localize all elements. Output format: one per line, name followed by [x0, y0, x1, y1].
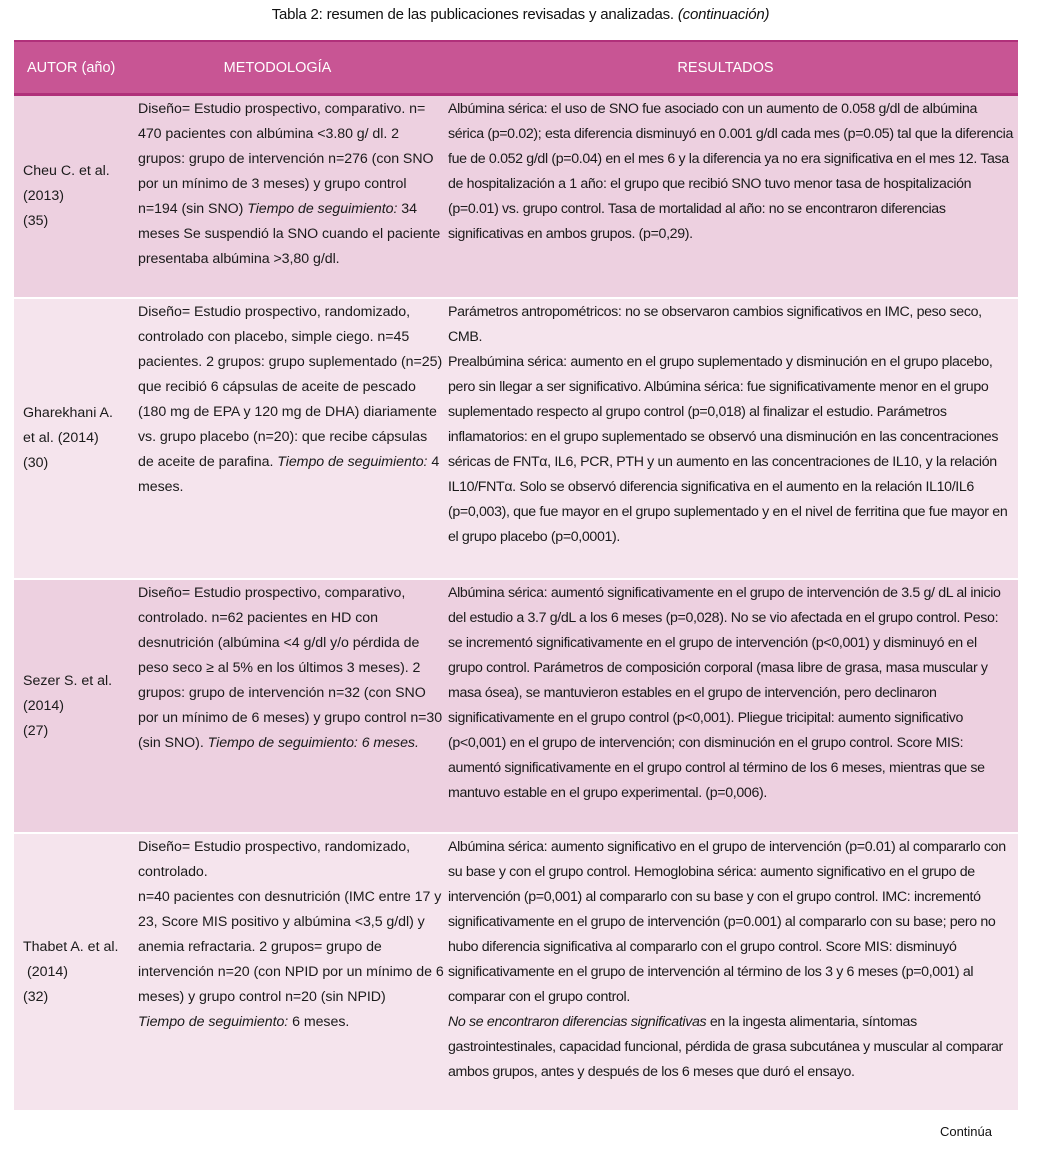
metodologia-followup-label: Tiempo de seguimiento:: [138, 1014, 289, 1030]
cell-metodologia: [137, 580, 448, 832]
resultados-text: Parámetros antropométricos: no se observaron cambios significativos en IMC, peso seco, CMB.: [448, 304, 982, 345]
resultados-note-text: en la ingesta alimentaria, síntomas gastrointestinales, capacidad funcional, pérdida de grasa subcutánea y muscular al comparar ambos grupos, antes y después de los 6 meses que duró el ensayo.: [448, 1014, 1003, 1080]
autor-ref: (27): [23, 722, 49, 739]
cell-autor: [14, 834, 137, 1110]
table-row: [14, 299, 1018, 580]
cell-metodologia: [137, 299, 448, 578]
cell-autor: [14, 580, 137, 832]
cell-metodologia: [137, 834, 448, 1110]
table-row: [14, 834, 1018, 1110]
resultados-text-2: Prealbúmina sérica: aumento en el grupo suplementado y disminución en el grupo placebo, pero sin llegar a ser significativo. Albúmina sérica: fue significativamente menor en el grupo suplementado respecto al grupo control (p=0,018) al finalizar el estudio. Parámetros inflamatorios: en el grupo suplementado se observó una disminución en las concentraciones séricas de FNTα, IL6, PCR, PTH y un aumento en las concentraciones de IL10, y la relación IL10/FNTα. Solo se observó diferencia significativa en el aumento en la relación IL10/IL6 (p=0,003), que fue mayor en el grupo suplementado y en el nivel de ferritina que fue mayor en el grupo placebo (p=0,0001).: [448, 354, 1008, 545]
autor-ref: (30): [23, 455, 49, 471]
autor-name: Thabet A. et al.: [23, 938, 119, 955]
autor-name: Sezer S. et al.: [23, 672, 113, 689]
metodologia-followup: [138, 1010, 444, 1035]
table-row: [14, 96, 1018, 299]
cell-autor: [14, 96, 137, 297]
metodologia-text-2: 4 meses.: [138, 454, 440, 495]
header-metodologia: METODOLOGÍA: [223, 59, 332, 76]
resultados-text: Albúmina sérica: aumento significativo en el grupo de intervención (p=0.01) al compararlo con su base y con el grupo control. Hemoglobina sérica: aumento significativo en el grupo de intervención (p=0,001) al compararlo con su base y con el grupo control. IMC: incrementó significativamente en el grupo de intervención (p=0.001) al compararlo con su base; pero no hubo diferencia significativa al compararlo con el grupo control. Score MIS: disminuyó significativamente en el grupo de intervención al término de los 3 y 6 meses (p=0,001) al comparar con el grupo control.: [448, 839, 1006, 1005]
autor-year: (2014): [27, 963, 69, 980]
resultados-note: [448, 1010, 1014, 1085]
cell-resultados: [448, 299, 1018, 578]
table-caption: [0, 6, 1041, 23]
metodologia-text: Diseño= Estudio prospectivo, randomizado, controlado con placebo, simple ciego. n=45 pacientes. 2 grupos: grupo suplementado (n=25) que recibió 6 cápsulas de aceite de pescado (180 mg de EPA y 120 mg de DHA) diariamente vs. grupo placebo (n=20): que recibe cápsulas de aceite de parafina.: [138, 304, 443, 470]
cell-resultados: [448, 580, 1018, 832]
cell-resultados: [448, 834, 1018, 1110]
metodologia-text: n=40 pacientes con desnutrición (IMC entre 17 y 23, Score MIS positivo y albúmina <3,5 g/dl) y anemia refractaria. 2 grupos= grupo de intervención n=20 (con NPID por un mínimo de 6 meses) y grupo control n=20 (sin NPID): [138, 889, 444, 1005]
autor-ref: (32): [23, 988, 49, 1005]
metodologia-followup-label: Tiempo de seguimiento:: [247, 201, 398, 217]
autor-year: (2014): [23, 697, 65, 714]
metodologia-followup-value: 6 meses.: [288, 1014, 350, 1030]
cell-metodologia: [137, 96, 448, 297]
caption-continuation: (continuación): [677, 6, 770, 23]
autor-name: Cheu C. et al.: [23, 163, 110, 179]
resultados-text: Albúmina sérica: aumentó significativamente en el grupo de intervención de 3.5 g/ dL al inicio del estudio a 3.7 g/dL a los 6 meses (p=0,028). No se vio afectada en el grupo control. Peso: se incrementó significativamente en el grupo de intervención (p<0,001) y disminuyó en el grupo control. Parámetros de composición corporal (masa libre de grasa, masa muscular y masa ósea), se mantuvieron estables en el grupo de intervención, pero declinaron significativamente en el grupo control (p<0,001). Pliegue tricipital: aumento significativo (p<0,001) en el grupo de intervención; con disminución en el grupo control. Score MIS: aumentó significativamente en el grupo control al término de los 6 meses, mientras que se mantuvo estable en el grupo experimental. (p=0,006).: [448, 585, 1001, 801]
autor-year: et al. (2014): [23, 430, 99, 446]
autor-name: Gharekhani A.: [23, 405, 113, 421]
summary-table: [14, 40, 1018, 1110]
header-autor: AUTOR (año): [27, 59, 116, 76]
cell-resultados: [448, 96, 1018, 297]
autor-ref: (35): [23, 213, 49, 229]
caption-main: Tabla 2: resumen de las publicaciones revisadas y analizadas.: [271, 6, 674, 23]
metodologia-text: Diseño= Estudio prospectivo, comparativo. n= 470 pacientes con albúmina <3.80 g/ dl. 2 grupos: grupo de intervención n=276 (con SNO por un mínimo de 3 meses) y grupo control n=194 (sin SNO): [138, 101, 434, 217]
metodologia-followup-label: Tiempo de seguimiento: 6 meses.: [207, 735, 419, 751]
header-resultados: RESULTADOS: [677, 59, 774, 76]
resultados-note-italic: No se encontraron diferencias significativas: [448, 1014, 707, 1030]
cell-autor: [14, 299, 137, 578]
metodologia-design: Diseño= Estudio prospectivo, randomizado, controlado.: [138, 839, 411, 880]
continua-label: Continúa: [939, 1124, 992, 1139]
autor-year: (2013): [23, 188, 65, 204]
metodologia-text-2: 34 meses Se suspendió la SNO cuando el paciente presentaba albúmina >3,80 g/dl.: [138, 201, 441, 267]
metodologia-text: Diseño= Estudio prospectivo, comparativo, controlado. n=62 pacientes en HD con desnutrición (albúmina <4 g/dl y/o pérdida de peso seco ≥ al 5% en los últimos 3 meses). 2 grupos: grupo de intervención n=32 (con SNO por un mínimo de 6 meses) y grupo control n=30 (sin SNO).: [138, 585, 443, 751]
table-row: [14, 580, 1018, 834]
table-header: [14, 40, 1018, 96]
metodologia-followup-label: Tiempo de seguimiento:: [277, 454, 428, 470]
resultados-text: Albúmina sérica: el uso de SNO fue asociado con un aumento de 0.058 g/dl de albúmina sérica (p=0.02); esta diferencia disminuyó en 0.001 g/dl cada mes (p=0.05) tal que la diferencia fue de 0.052 g/dl (p=0.04) en el mes 6 y la diferencia ya no era significativa en el mes 12. Tasa de hospitalización a 1 año: el grupo que recibió SNO tuvo menor tasa de hospitalización (p=0.01) vs. grupo control. Tasa de mortalidad al año: no se encontraron diferencias significativas en ambos grupos. (p=0,29).: [448, 101, 1013, 242]
